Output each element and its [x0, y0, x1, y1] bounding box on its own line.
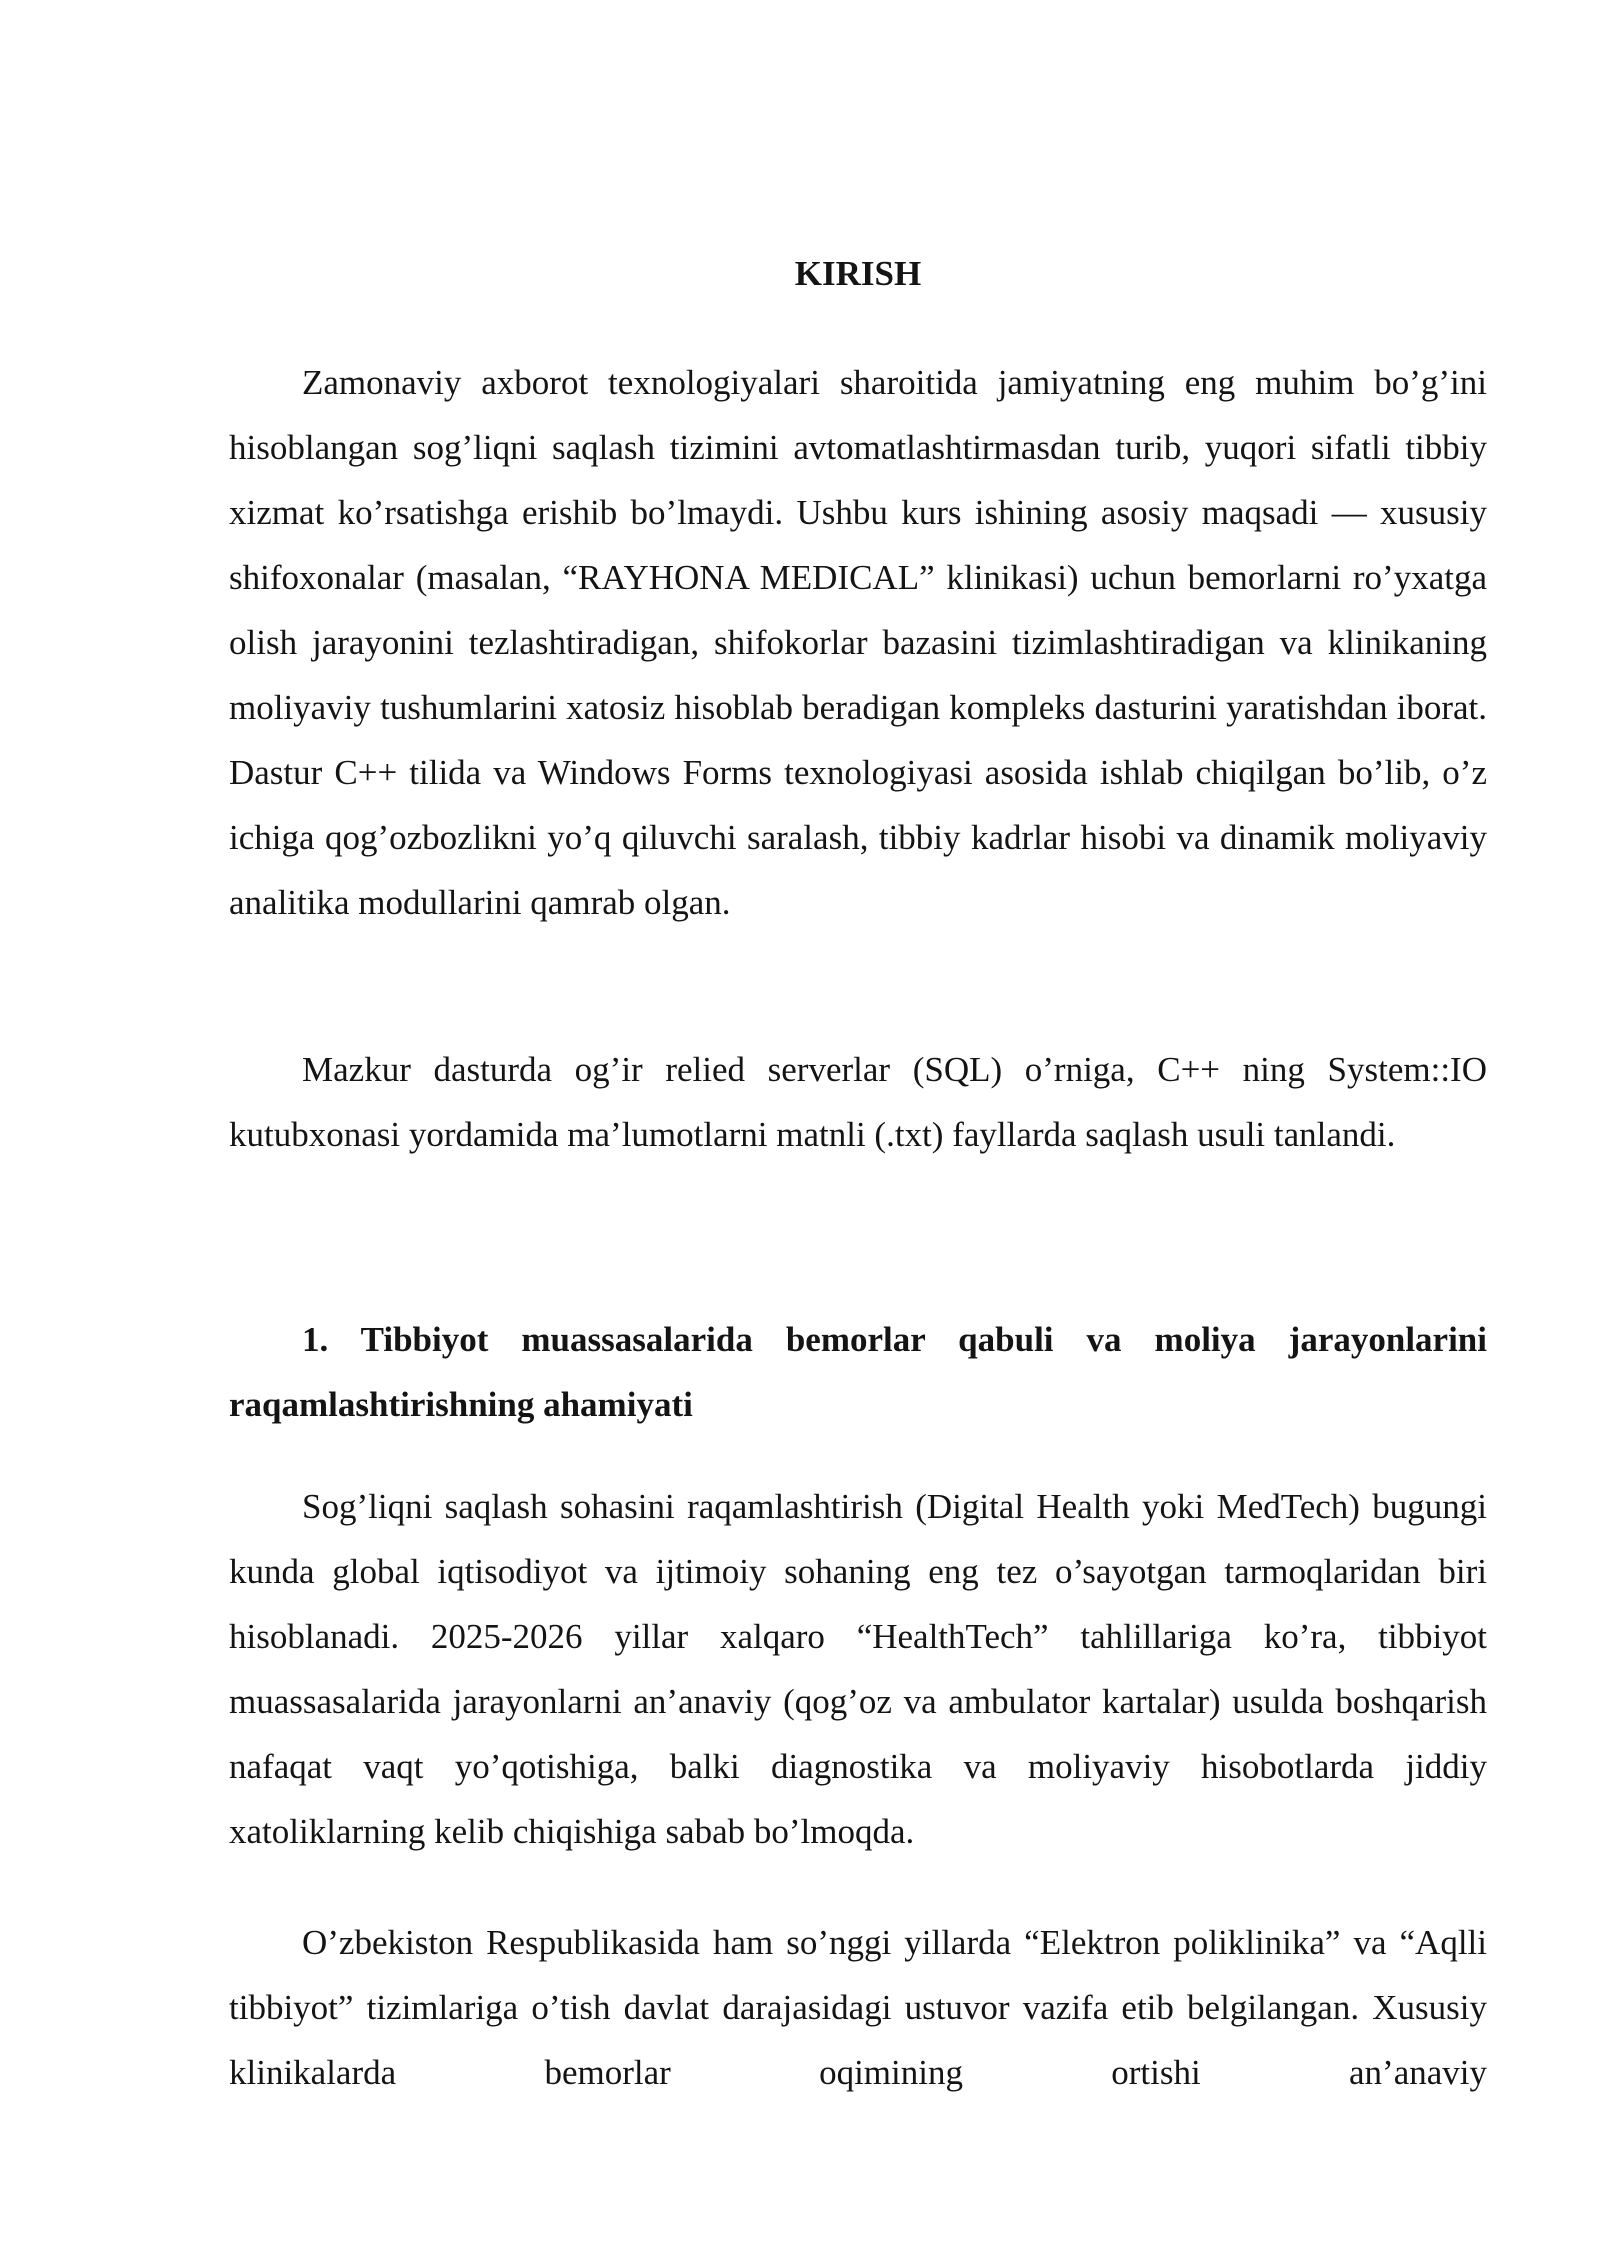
section-1-paragraph-1: Sog’liqni saqlash sohasini raqamlashtirish (Digital Health yoki MedTech) bugungi kunda global iqtisodiyot va ijtimoiy sohaning eng tez o’sayotgan tarmoqlaridan biri hisoblanadi. 2025-2026 yillar xalqaro “HealthTech” tahlillariga ko’ra, tibbiyot muassasalarida jarayonlarni an’anaviy (qog’oz va ambulator kartalar) usulda boshqarish nafaqat vaqt yo’qotishiga, balki diagnostika va moliyaviy hisobotlarda jiddiy xatoliklarning kelib chiqishiga sabab bo’lmoqda.: [229, 1487, 1487, 1851]
section-1-paragraph-2: O’zbekiston Respublikasida ham so’nggi yillarda “Elektron poliklinika” va “Aqlli tibbiyot” tizimlariga o’tish davlat darajasidagi ustuvor vazifa etib belgilangan. Xususiy klinikalarda bemorlar oqimining ortishi an’anaviy: [229, 1923, 1487, 2092]
intro-paragraph-2: Mazkur dasturda og’ir relied serverlar (SQL) o’rniga, C++ ning System::IO kutubxonasi yordamida ma’lumotlarni matnli (.txt) fayllarda saqlash usuli tanlandi.: [229, 1050, 1487, 1154]
page-title: KIRISH: [794, 254, 922, 293]
section-1-heading: 1. Tibbiyot muassasalarida bemorlar qabuli va moliya jarayonlarini raqamlashtirishning ahamiyati: [229, 1320, 1487, 1424]
intro-paragraph-1: Zamonaviy axborot texnologiyalari sharoitida jamiyatning eng muhim bo’g’ini hisoblangan sog’liqni saqlash tizimini avtomatlashtirmasdan turib, yuqori sifatli tibbiy xizmat ko’rsatishga erishib bo’lmaydi. Ushbu kurs ishining asosiy maqsadi — xususiy shifoxonalar (masalan, “RAYHONA MEDICAL” klinikasi) uchun bemorlarni ro’yxatga olish jarayonini tezlashtiradigan, shifokorlar bazasini tizimlashtiradigan va klinikaning moliyaviy tushumlarini xatosiz hisoblab beradigan kompleks dasturini yaratishdan iborat. Dastur C++ tilida va Windows Forms texnologiyasi asosida ishlab chiqilgan bo’lib, o’z ichiga qog’ozbozlikni yo’q qiluvchi saralash, tibbiy kadrlar hisobi va dinamik moliyaviy analitika modullarini qamrab olgan.: [229, 363, 1487, 922]
